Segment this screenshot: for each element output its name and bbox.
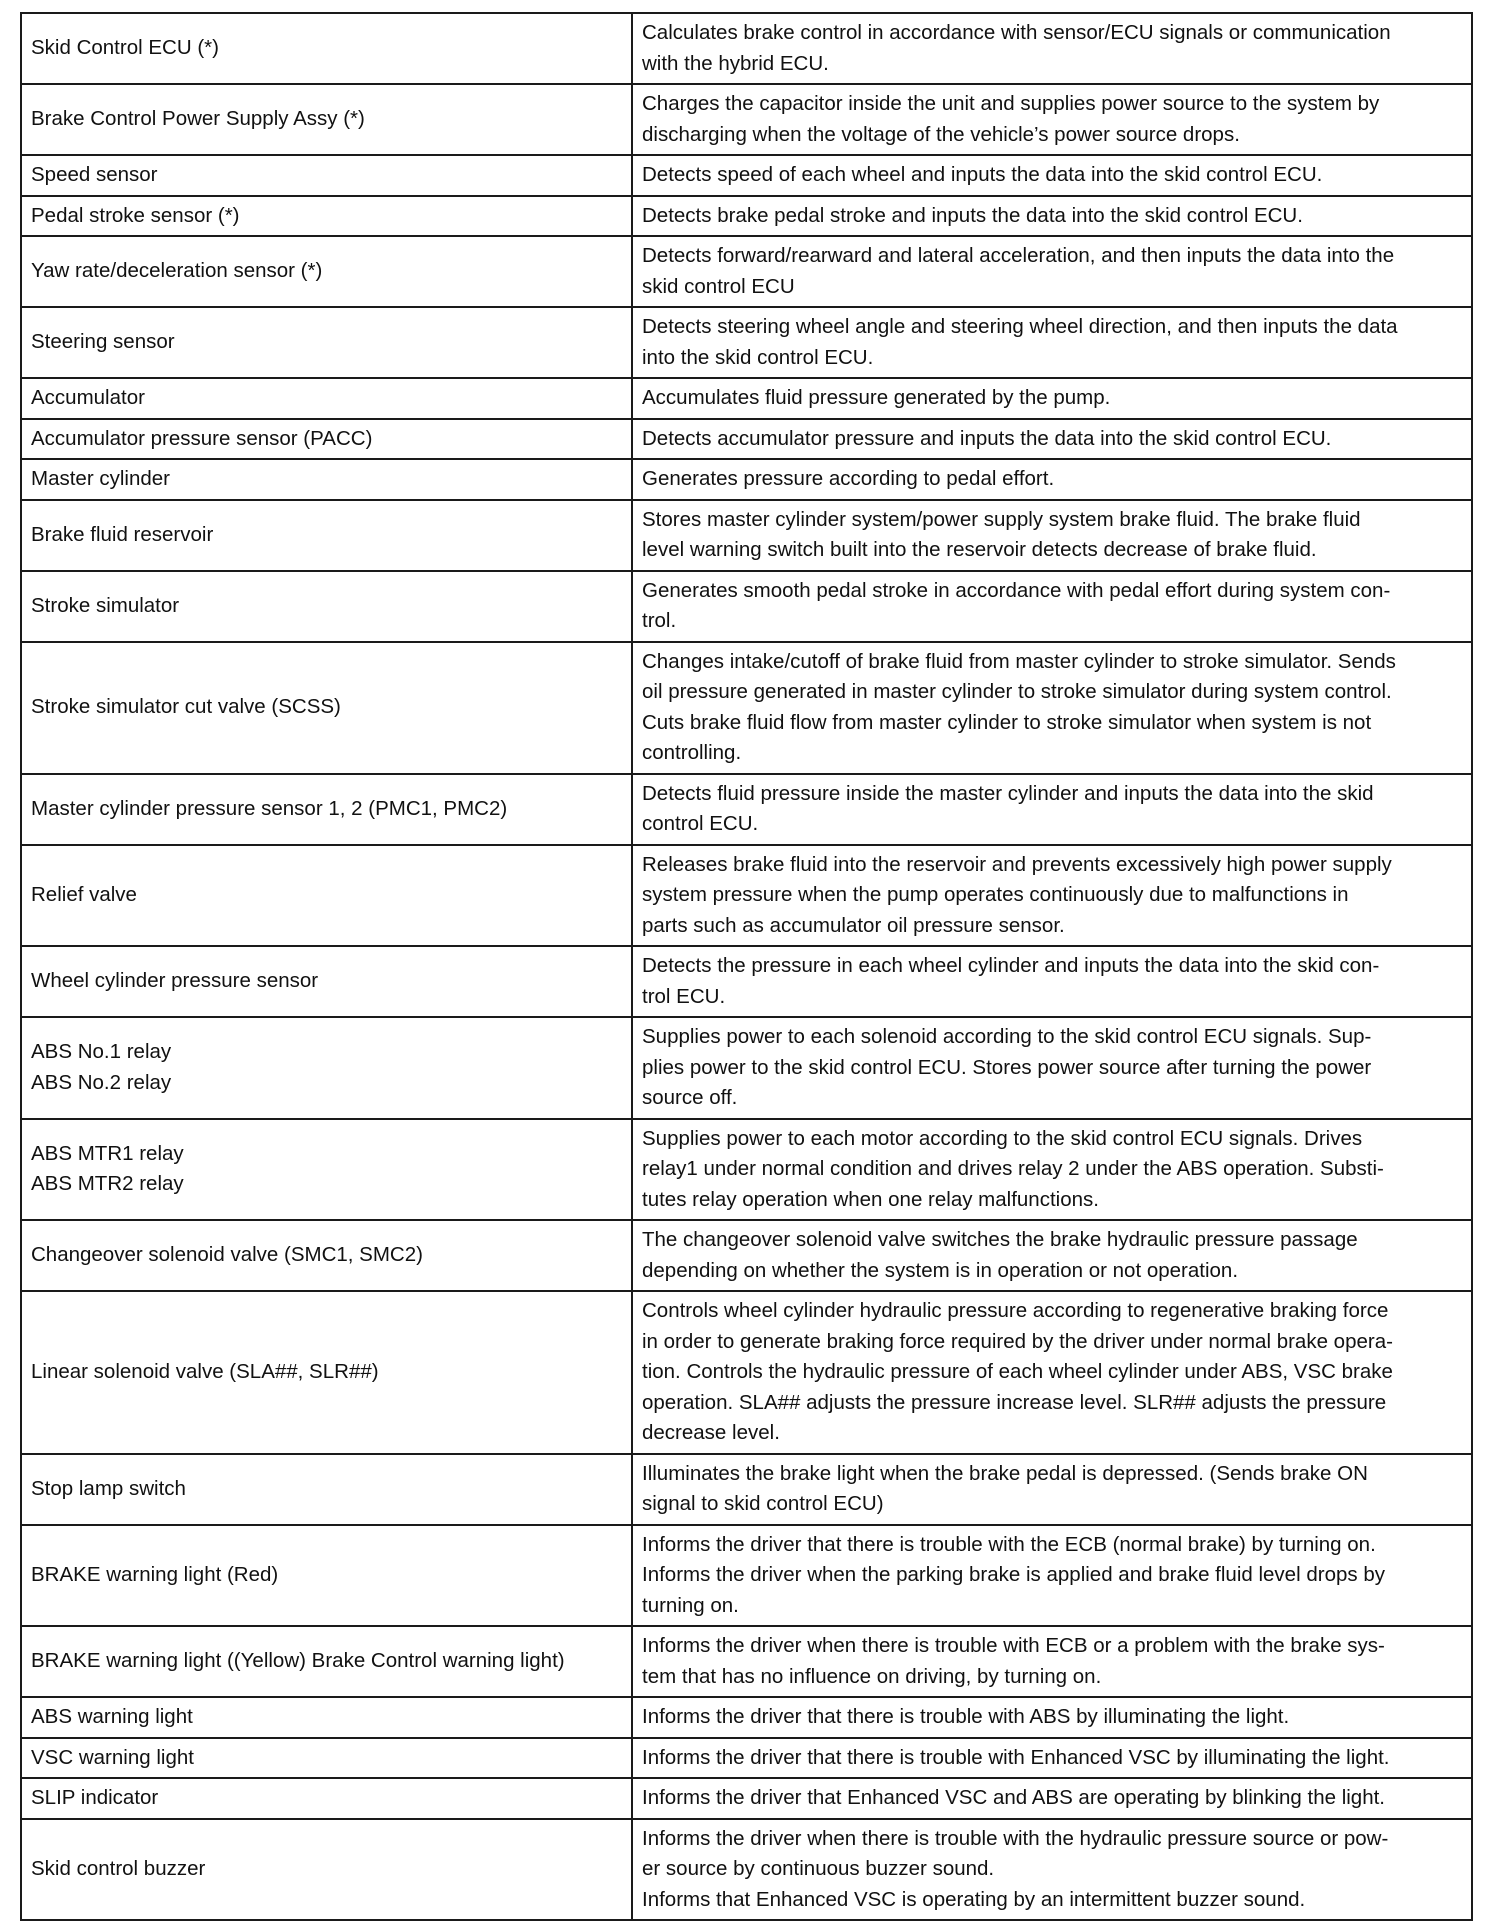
component-function-cell: Informs the driver when there is trouble with ECB or a problem with the brake sys- tem that has no influence on driving, by turning on.: [632, 1626, 1472, 1697]
table-row: [21, 1778, 1472, 1819]
component-name-cell: Wheel cylinder pressure sensor: [21, 946, 632, 1017]
table-row: [21, 196, 1472, 237]
component-name-cell: Steering sensor: [21, 307, 632, 378]
component-function-cell: Detects speed of each wheel and inputs the data into the skid control ECU.: [632, 155, 1472, 196]
component-name-cell: Accumulator pressure sensor (PACC): [21, 419, 632, 460]
table-row: [21, 845, 1472, 947]
table-row: [21, 1697, 1472, 1738]
table-row: [21, 1626, 1472, 1697]
component-function-cell: Controls wheel cylinder hydraulic pressure according to regenerative braking force in order to generate braking force required by the driver under normal brake opera- tion. Controls the hydraulic pressure of each wheel cylinder under ABS, VSC brake operation. SLA## adjusts the pressure increase level. SLR## adjusts the pressure decrease level.: [632, 1291, 1472, 1454]
component-function-cell: Generates smooth pedal stroke in accordance with pedal effort during system con- trol.: [632, 571, 1472, 642]
table-row: [21, 1220, 1472, 1291]
component-name-cell: Master cylinder: [21, 459, 632, 500]
component-function-cell: Informs the driver that there is trouble with ABS by illuminating the light.: [632, 1697, 1472, 1738]
component-function-cell: Detects forward/rearward and lateral acceleration, and then inputs the data into the skid control ECU: [632, 236, 1472, 307]
component-name-cell: Skid Control ECU (*): [21, 13, 632, 84]
table-row: [21, 774, 1472, 845]
component-name-cell: Changeover solenoid valve (SMC1, SMC2): [21, 1220, 632, 1291]
component-function-cell: Informs the driver that Enhanced VSC and ABS are operating by blinking the light.: [632, 1778, 1472, 1819]
table-row: [21, 1525, 1472, 1627]
component-function-cell: Accumulates fluid pressure generated by the pump.: [632, 378, 1472, 419]
table-row: [21, 1291, 1472, 1454]
table-row: [21, 500, 1472, 571]
component-name-cell: Relief valve: [21, 845, 632, 947]
component-name-cell: Stroke simulator cut valve (SCSS): [21, 642, 632, 774]
component-name-cell: Brake Control Power Supply Assy (*): [21, 84, 632, 155]
table-row: [21, 571, 1472, 642]
component-name-cell: Accumulator: [21, 378, 632, 419]
table-row: [21, 642, 1472, 774]
table-row: [21, 1819, 1472, 1921]
table-row: [21, 1738, 1472, 1779]
component-function-cell: Supplies power to each motor according to the skid control ECU signals. Drives relay1 under normal condition and drives relay 2 under the ABS operation. Substi- tutes relay operation when one relay malfunctions.: [632, 1119, 1472, 1221]
component-name-cell: ABS No.1 relay ABS No.2 relay: [21, 1017, 632, 1119]
component-function-cell: Calculates brake control in accordance with sensor/ECU signals or communication with the hybrid ECU.: [632, 13, 1472, 84]
table-row: [21, 946, 1472, 1017]
table-row: [21, 378, 1472, 419]
component-name-cell: ABS warning light: [21, 1697, 632, 1738]
table-row: [21, 13, 1472, 84]
table-row: [21, 236, 1472, 307]
component-function-cell: Supplies power to each solenoid according to the skid control ECU signals. Sup- plies power to the skid control ECU. Stores power source after turning the power source off.: [632, 1017, 1472, 1119]
component-name-cell: Linear solenoid valve (SLA##, SLR##): [21, 1291, 632, 1454]
component-name-cell: Yaw rate/deceleration sensor (*): [21, 236, 632, 307]
component-name-cell: Stroke simulator: [21, 571, 632, 642]
table-row: [21, 1454, 1472, 1525]
component-function-cell: The changeover solenoid valve switches the brake hydraulic pressure passage depending on whether the system is in operation or not operation.: [632, 1220, 1472, 1291]
component-name-cell: Brake fluid reservoir: [21, 500, 632, 571]
table-row: [21, 1119, 1472, 1221]
component-name-cell: Pedal stroke sensor (*): [21, 196, 632, 237]
component-name-cell: Skid control buzzer: [21, 1819, 632, 1921]
component-function-cell: Generates pressure according to pedal effort.: [632, 459, 1472, 500]
component-function-cell: Illuminates the brake light when the brake pedal is depressed. (Sends brake ON signal to skid control ECU): [632, 1454, 1472, 1525]
component-function-cell: Informs the driver that there is trouble with the ECB (normal brake) by turning on. Informs the driver when the parking brake is applied and brake fluid level drops by turning on.: [632, 1525, 1472, 1627]
component-name-cell: BRAKE warning light ((Yellow) Brake Control warning light): [21, 1626, 632, 1697]
component-name-cell: ABS MTR1 relay ABS MTR2 relay: [21, 1119, 632, 1221]
table-row: [21, 459, 1472, 500]
component-function-table: [20, 12, 1473, 1921]
component-function-cell: Detects fluid pressure inside the master cylinder and inputs the data into the skid control ECU.: [632, 774, 1472, 845]
table-row: [21, 155, 1472, 196]
table-row: [21, 1017, 1472, 1119]
component-function-cell: Stores master cylinder system/power supply system brake fluid. The brake fluid level warning switch built into the reservoir detects decrease of brake fluid.: [632, 500, 1472, 571]
component-function-cell: Informs the driver that there is trouble with Enhanced VSC by illuminating the light.: [632, 1738, 1472, 1779]
table-body: [21, 13, 1472, 1920]
component-function-cell: Detects accumulator pressure and inputs the data into the skid control ECU.: [632, 419, 1472, 460]
component-function-cell: Changes intake/cutoff of brake fluid from master cylinder to stroke simulator. Sends oil pressure generated in master cylinder to stroke simulator during system control. Cuts brake fluid flow from master cylinder to stroke simulator when system is not controlling.: [632, 642, 1472, 774]
component-function-cell: Charges the capacitor inside the unit and supplies power source to the system by discharging when the voltage of the vehicle’s power source drops.: [632, 84, 1472, 155]
component-name-cell: Master cylinder pressure sensor 1, 2 (PMC1, PMC2): [21, 774, 632, 845]
component-function-cell: Informs the driver when there is trouble with the hydraulic pressure source or pow- er source by continuous buzzer sound. Informs that Enhanced VSC is operating by an intermittent buzzer sound.: [632, 1819, 1472, 1921]
component-name-cell: VSC warning light: [21, 1738, 632, 1779]
component-function-cell: Detects steering wheel angle and steering wheel direction, and then inputs the data into the skid control ECU.: [632, 307, 1472, 378]
component-name-cell: BRAKE warning light (Red): [21, 1525, 632, 1627]
component-function-table-wrapper: [20, 12, 1471, 1921]
component-name-cell: Stop lamp switch: [21, 1454, 632, 1525]
table-row: [21, 419, 1472, 460]
component-name-cell: SLIP indicator: [21, 1778, 632, 1819]
component-function-cell: Releases brake fluid into the reservoir and prevents excessively high power supply system pressure when the pump operates continuously due to malfunctions in parts such as accumulator oil pressure sensor.: [632, 845, 1472, 947]
component-function-cell: Detects brake pedal stroke and inputs the data into the skid control ECU.: [632, 196, 1472, 237]
table-row: [21, 307, 1472, 378]
component-function-cell: Detects the pressure in each wheel cylinder and inputs the data into the skid con- trol ECU.: [632, 946, 1472, 1017]
table-row: [21, 84, 1472, 155]
component-name-cell: Speed sensor: [21, 155, 632, 196]
